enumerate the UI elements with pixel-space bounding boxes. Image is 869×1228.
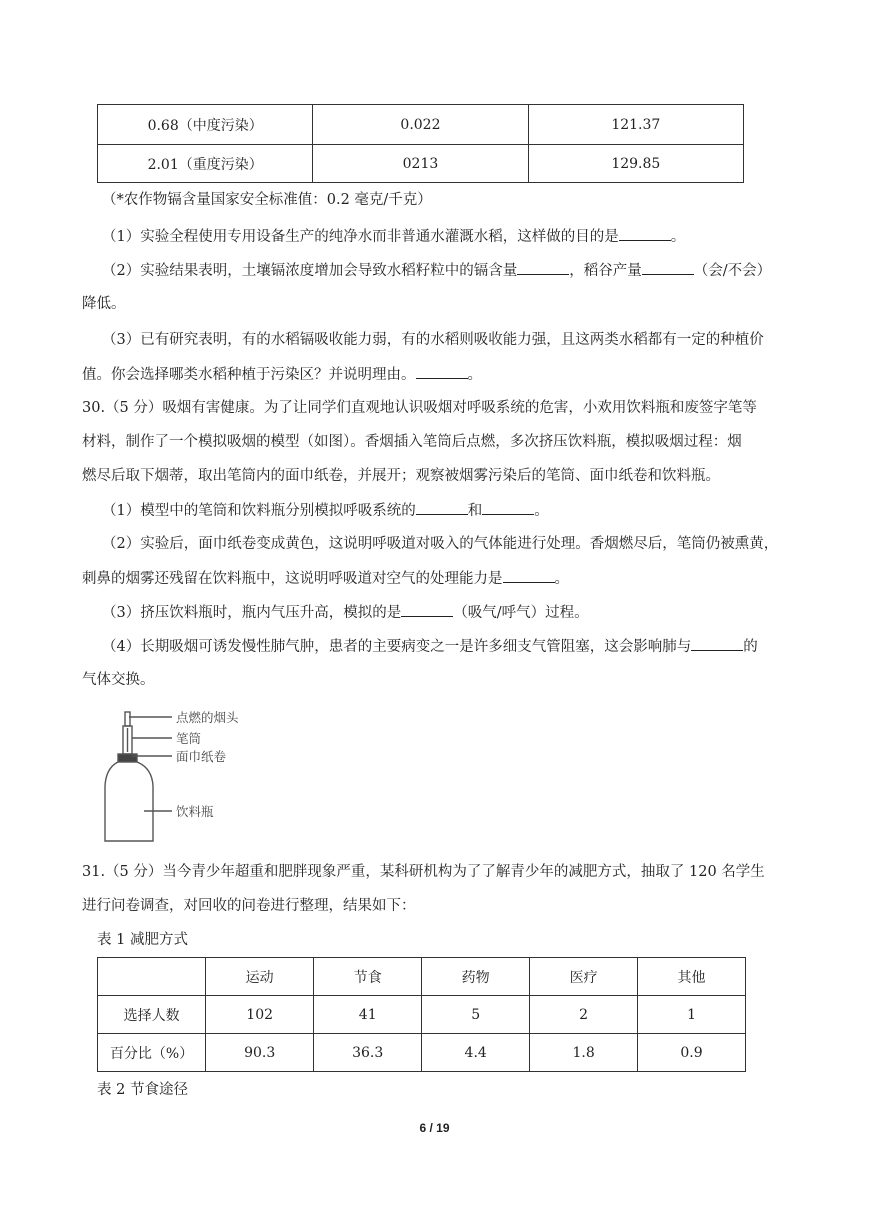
answer-blank[interactable] — [691, 636, 743, 651]
q30-part4 — [102, 636, 758, 657]
weight-loss-table — [97, 957, 746, 1072]
table-cell: 121.37 — [528, 105, 743, 145]
table-cell: 4.4 — [422, 1034, 530, 1072]
table-cell: 1.8 — [530, 1034, 638, 1072]
table-cell: 41 — [314, 996, 422, 1034]
q30-part1-text: 和 — [467, 503, 483, 519]
punct: 。 — [534, 503, 549, 519]
table-cell: 90.3 — [206, 1034, 314, 1072]
table-cell: 2 — [530, 996, 638, 1034]
q30-part2-line2 — [82, 568, 569, 589]
answer-blank[interactable] — [517, 260, 569, 275]
punct: 。 — [670, 229, 686, 245]
answer-blank[interactable] — [416, 500, 468, 515]
answer-blank[interactable] — [642, 260, 694, 275]
table-header-cell: 医疗 — [530, 958, 638, 996]
table-header-cell — [98, 958, 206, 996]
table-row — [98, 1034, 746, 1072]
q30-stem-line2: 材料，制作了一个模拟吸烟的模型（如图）。香烟插入笔筒后点燃，多次挤压饮料瓶，模拟吸烟过程：烟 — [82, 434, 742, 450]
page-number: 6 / 19 — [419, 1121, 450, 1135]
q30-part1-text: （1）模型中的笔筒和饮料瓶分别模拟呼吸系统的 — [102, 503, 416, 519]
q29-part2-text: ，稻谷产量 — [569, 263, 642, 279]
q29-part2-line2: 降低。 — [82, 296, 126, 312]
q30-part1 — [102, 500, 549, 521]
q30-part3-text: （3）挤压饮料瓶时，瓶内气压升高，模拟的是 — [102, 605, 402, 621]
table-cell: 36.3 — [314, 1034, 422, 1072]
diagram-label: 面巾纸卷 — [176, 749, 227, 764]
table-cell: 5 — [422, 996, 530, 1034]
q29-part2 — [102, 260, 771, 281]
q29-part3-text: 值。你会选择哪类水稻种植于污染区？并说明理由。 — [82, 367, 416, 383]
q30-stem-line3: 燃尽后取下烟蒂，取出笔筒内的面巾纸卷，并展开；观察被烟雾污染后的笔筒、面巾纸卷和饮料瓶。 — [82, 468, 720, 484]
table-header-cell: 其他 — [638, 958, 746, 996]
q30-stem-line1: 30.（5 分）吸烟有害健康。为了让同学们直观地认识吸烟对呼吸系统的危害，小欢用饮料瓶和废签字笔等 — [82, 400, 757, 416]
smoking-model-diagram — [96, 704, 336, 849]
q30-part2-text: 刺鼻的烟雾还残留在饮料瓶中，这说明呼吸道对空气的处理能力是 — [82, 571, 503, 587]
q29-part1 — [102, 226, 685, 247]
answer-blank[interactable] — [401, 602, 453, 617]
table-header-cell: 运动 — [206, 958, 314, 996]
table-header-cell: 节食 — [314, 958, 422, 996]
table-cell: 0213 — [313, 145, 528, 183]
punct: 。 — [467, 367, 482, 383]
table-cell: 0.9 — [638, 1034, 746, 1072]
table2-title: 表 2 节食途径 — [97, 1082, 188, 1098]
table-row — [98, 145, 744, 183]
q31-stem-line1: 31.（5 分）当今青少年超重和肥胖现象严重，某科研机构为了了解青少年的减肥方式，抽取了 120 名学生 — [82, 864, 765, 880]
q30-part4-text: 的 — [743, 639, 758, 655]
table-row — [98, 105, 744, 145]
table1-title: 表 1 减肥方式 — [97, 932, 188, 948]
q30-part3-text: （吸气/呼气）过程。 — [453, 605, 589, 621]
table-cell: 0.022 — [313, 105, 528, 145]
table-cell: 选择人数 — [98, 996, 206, 1034]
q30-part3 — [102, 602, 589, 623]
table-header-cell: 药物 — [422, 958, 530, 996]
q29-part3-line2 — [82, 364, 482, 385]
q30-part4-text: （4）长期吸烟可诱发慢性肺气肿，患者的主要病变之一是许多细支气管阻塞，这会影响肺与 — [102, 639, 692, 655]
cigarette-icon — [125, 712, 130, 726]
answer-blank[interactable] — [503, 568, 555, 583]
diagram-label: 笔筒 — [176, 731, 202, 746]
table-cell: 102 — [206, 996, 314, 1034]
q29-part3-line1: （3）已有研究表明，有的水稻镉吸收能力弱，有的水稻则吸收能力强，且这两类水稻都有一定的种植价 — [102, 332, 764, 348]
bottle-cap-icon — [118, 754, 137, 762]
table-row — [98, 996, 746, 1034]
punct: 。 — [554, 571, 569, 587]
table-cell: 2.01（重度污染） — [98, 145, 313, 183]
q30-part4-line2: 气体交换。 — [82, 672, 155, 688]
table-cell: 0.68（中度污染） — [98, 105, 313, 145]
q29-part1-text: （1）实验全程使用专用设备生产的纯净水而非普通水灌溉水稻，这样做的目的是 — [102, 229, 619, 245]
q29-part2-text: （会/不会） — [693, 263, 772, 279]
bottle-icon — [105, 762, 153, 841]
q30-part2-line1: （2）实验后，面巾纸卷变成黄色，这说明呼吸道对吸入的气体能进行处理。香烟燃尽后，笔筒仍被熏黄， — [102, 536, 779, 552]
diagram-label: 点燃的烟头 — [176, 710, 239, 725]
table-cell: 百分比（%） — [98, 1034, 206, 1072]
q29-part2-text: （2）实验结果表明，土壤镉浓度增加会导致水稻籽粒中的镉含量 — [102, 263, 518, 279]
q31-stem-line2: 进行问卷调查，对回收的问卷进行整理，结果如下： — [82, 898, 416, 914]
answer-blank[interactable] — [619, 226, 671, 241]
table-header-row — [98, 958, 746, 996]
table-cell: 1 — [638, 996, 746, 1034]
answer-blank[interactable] — [482, 500, 534, 515]
table-cell: 129.85 — [528, 145, 743, 183]
answer-blank[interactable] — [416, 364, 468, 379]
diagram-label: 饮料瓶 — [176, 804, 214, 819]
cadmium-table — [97, 104, 744, 183]
table-note: （*农作物镉含量国家安全标准值：0.2 毫克/千克） — [102, 192, 432, 208]
